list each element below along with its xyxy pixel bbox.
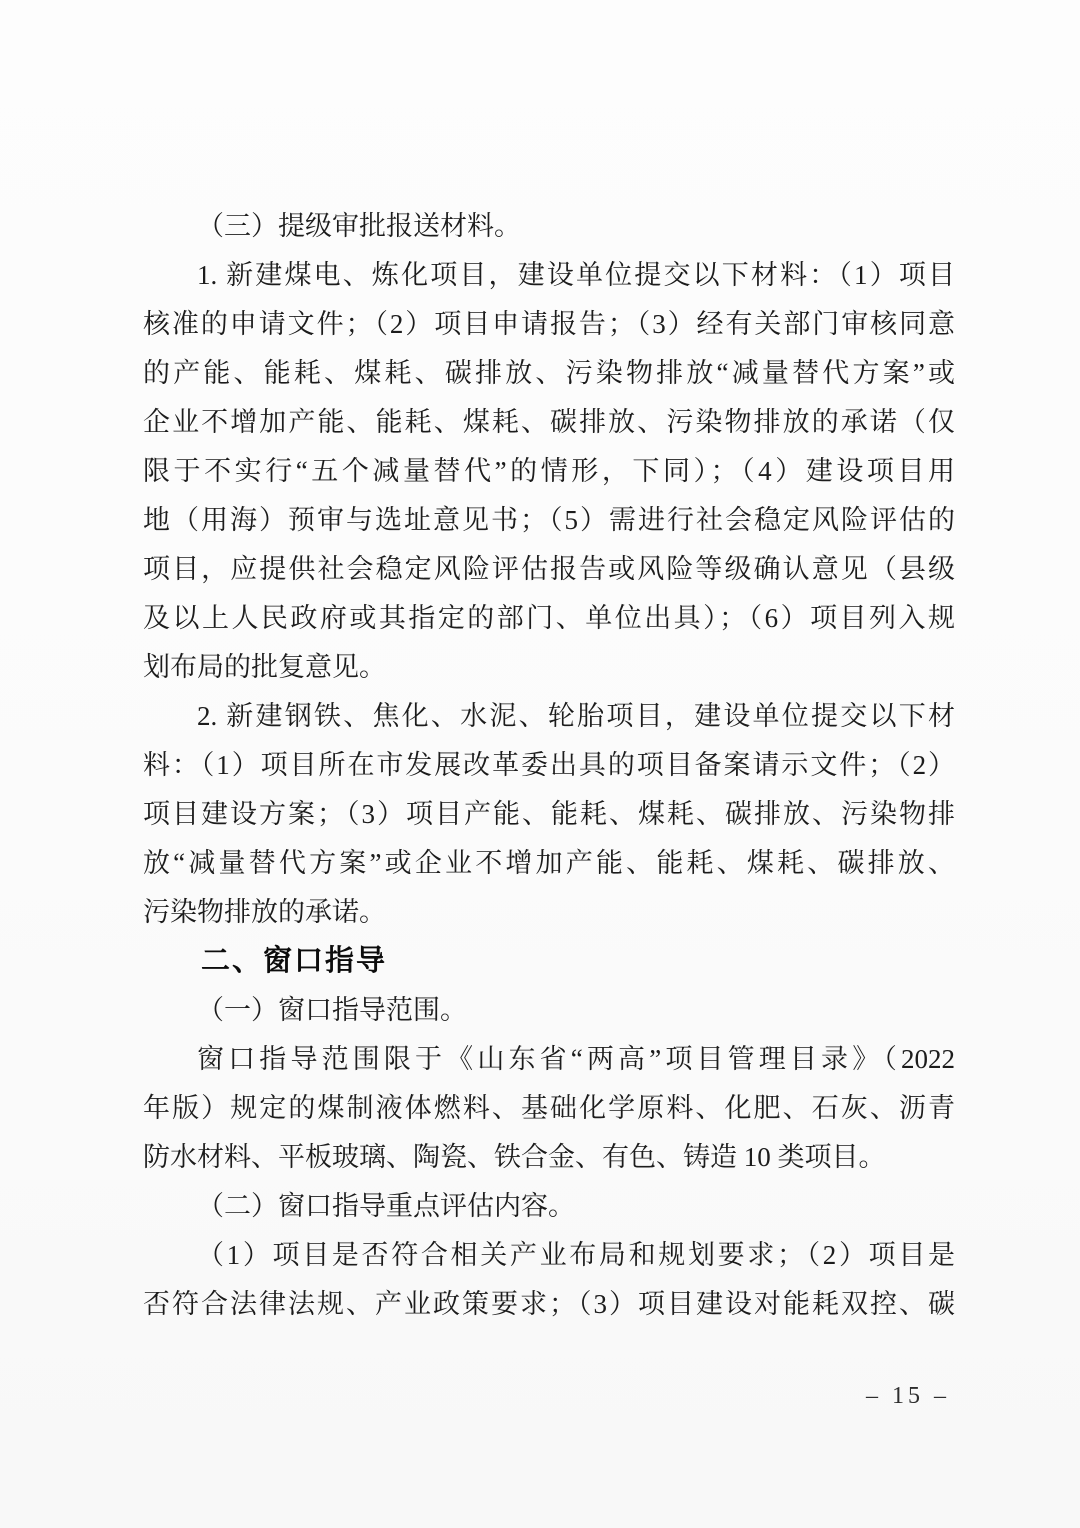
text-line: 年版）规定的煤制液体燃料、基础化学原料、化肥、石灰、沥青 [143, 1093, 955, 1123]
text-line: 核准的申请文件；（2）项目申请报告；（3）经有关部门审核同意 [143, 309, 955, 339]
text-line: 防水材料、平板玻璃、陶瓷、铁合金、有色、铸造 10 类项目。 [143, 1142, 886, 1172]
text-line: 项目建设方案；（3）项目产能、能耗、煤耗、碳排放、污染物排 [143, 799, 955, 829]
text-line: 窗口指导范围限于《山东省“两高”项目管理目录》（2022 [197, 1044, 955, 1074]
text-line: 放“减量替代方案”或企业不增加产能、能耗、煤耗、碳排放、 [143, 848, 955, 878]
section-heading: 二、窗口指导 [201, 945, 388, 977]
text-line: 料：（1）项目所在市发展改革委出具的项目备案请示文件；（2） [143, 750, 955, 780]
text-line: 污染物排放的承诺。 [143, 897, 386, 927]
text-line: （一）窗口指导范围。 [197, 995, 467, 1025]
text-line: 地（用海）预审与选址意见书；（5）需进行社会稳定风险评估的 [143, 505, 955, 535]
text-line: （二）窗口指导重点评估内容。 [197, 1191, 575, 1221]
text-line: 否符合法律法规、产业政策要求；（3）项目建设对能耗双控、碳 [143, 1289, 955, 1319]
text-line: 项目，应提供社会稳定风险评估报告或风险等级确认意见（县级 [143, 554, 955, 584]
text-line: 的产能、能耗、煤耗、碳排放、污染物排放“减量替代方案”或 [143, 358, 955, 388]
text-line: 2. 新建钢铁、焦化、水泥、轮胎项目，建设单位提交以下材 [197, 701, 955, 731]
text-line: 限于不实行“五个减量替代”的情形，下同）；（4）建设项目用 [143, 456, 955, 486]
text-line: （三）提级审批报送材料。 [197, 211, 521, 241]
text-line: 1. 新建煤电、炼化项目，建设单位提交以下材料：（1）项目 [197, 260, 955, 290]
page-number: – 15 – [866, 1383, 950, 1409]
text-line: 划布局的批复意见。 [143, 652, 386, 682]
document-body [143, 202, 955, 1329]
text-line: 及以上人民政府或其指定的部门、单位出具）；（6）项目列入规 [143, 603, 955, 633]
text-line: 企业不增加产能、能耗、煤耗、碳排放、污染物排放的承诺（仅 [143, 407, 955, 437]
text-line: （1）项目是否符合相关产业布局和规划要求；（2）项目是 [197, 1240, 955, 1270]
